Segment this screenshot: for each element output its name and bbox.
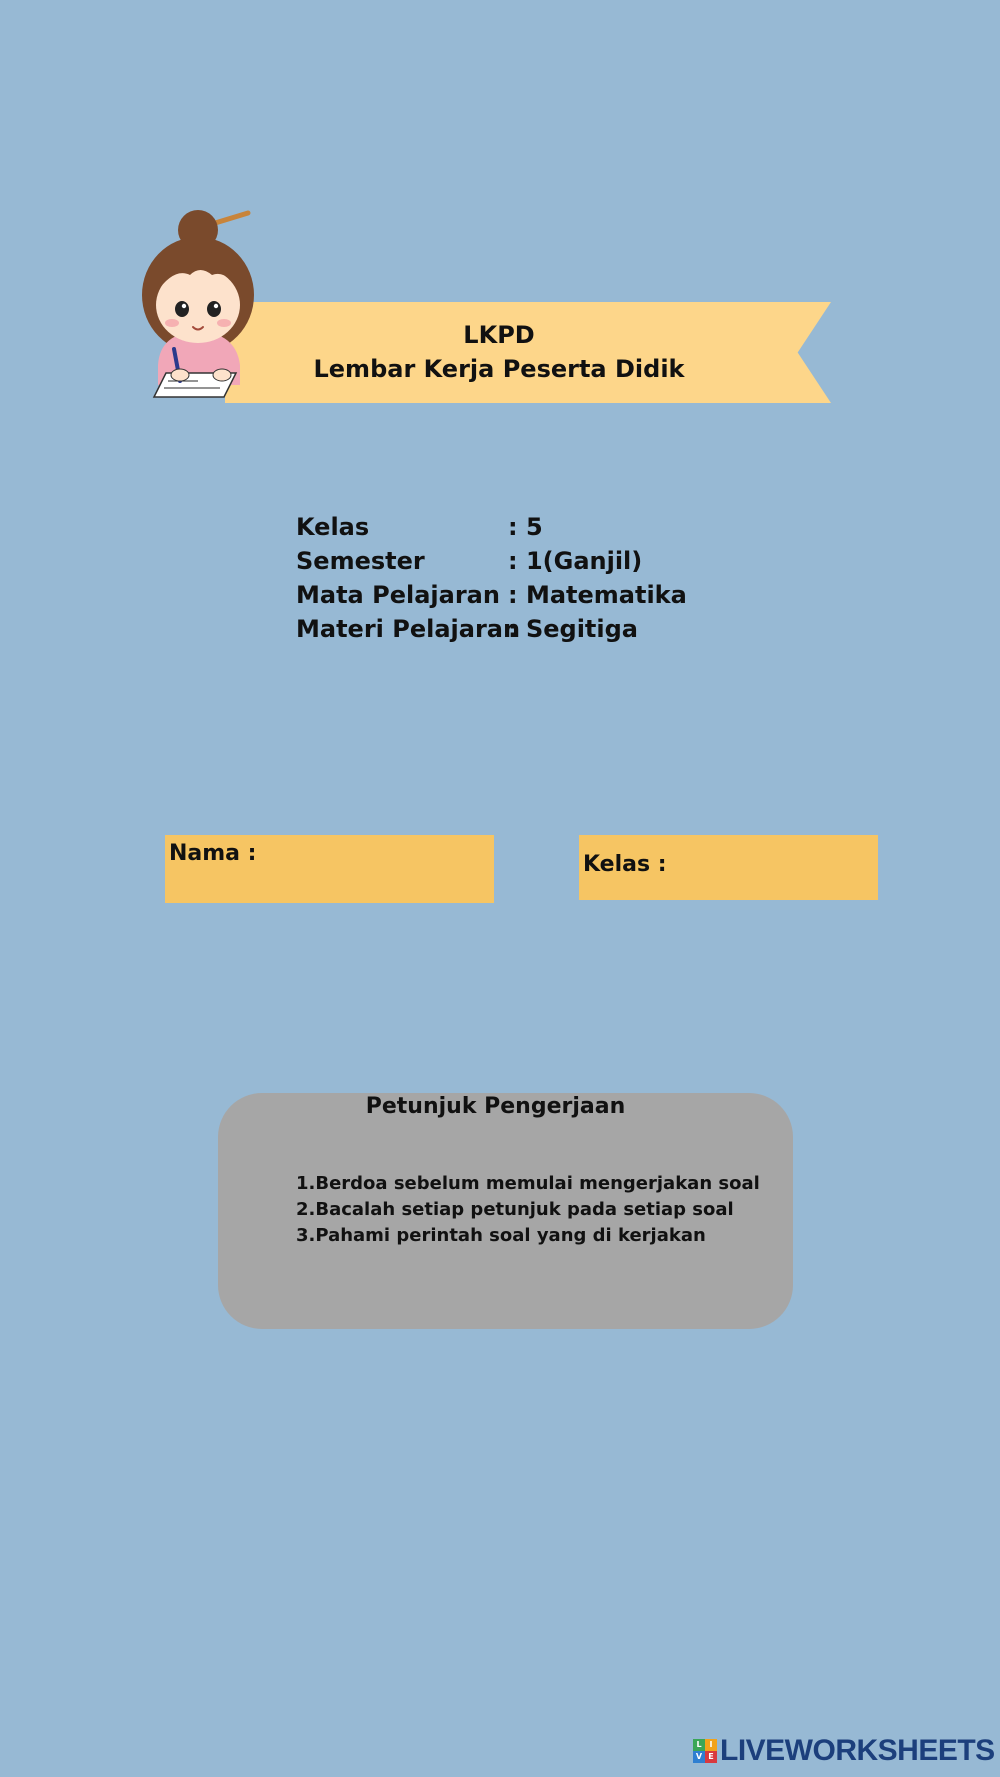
info-row-semester (296, 544, 687, 578)
info-label: Kelas (296, 513, 370, 541)
nama-label: Nama : (169, 841, 257, 866)
info-label: Semester (296, 547, 425, 575)
info-value: : 1(Ganjil) (508, 547, 643, 575)
girl-writing-illustration (140, 205, 270, 405)
info-row-mata-pelajaran (296, 578, 687, 612)
info-row-materi-pelajaran (296, 612, 687, 646)
kelas-field[interactable] (579, 835, 878, 900)
logo-letter: E (705, 1751, 717, 1763)
logo-letter: I (705, 1739, 717, 1751)
logo-letter: L (693, 1739, 705, 1751)
instructions-title: Petunjuk Pengerjaan (365, 1094, 626, 1119)
info-value: : 5 (508, 513, 543, 541)
info-label: Materi Pelajaran (296, 615, 521, 643)
logo-letter: V (693, 1751, 705, 1763)
instructions-box (218, 1093, 793, 1329)
info-label: Mata Pelajaran (296, 581, 500, 609)
banner-title: LKPD (463, 321, 535, 349)
info-row-kelas (296, 510, 687, 544)
worksheet-info (296, 510, 687, 646)
instructions-list (296, 1171, 760, 1249)
logo-text: LIVEWORKSHEETS (720, 1734, 995, 1767)
banner-subtitle: Lembar Kerja Peserta Didik (313, 355, 685, 383)
nama-field[interactable] (165, 835, 494, 903)
liveworksheets-logo-icon (693, 1739, 717, 1763)
instruction-item: 3.Pahami perintah soal yang di kerjakan (296, 1225, 706, 1246)
info-value: : Matematika (508, 581, 687, 609)
instruction-item: 2.Bacalah setiap petunjuk pada setiap soal (296, 1199, 734, 1220)
kelas-label: Kelas : (583, 852, 667, 877)
instruction-item: 1.Berdoa sebelum memulai mengerjakan soal (296, 1173, 760, 1194)
liveworksheets-logo[interactable] (693, 1734, 995, 1768)
info-value: : Segitiga (508, 615, 638, 643)
banner-text (225, 318, 773, 386)
